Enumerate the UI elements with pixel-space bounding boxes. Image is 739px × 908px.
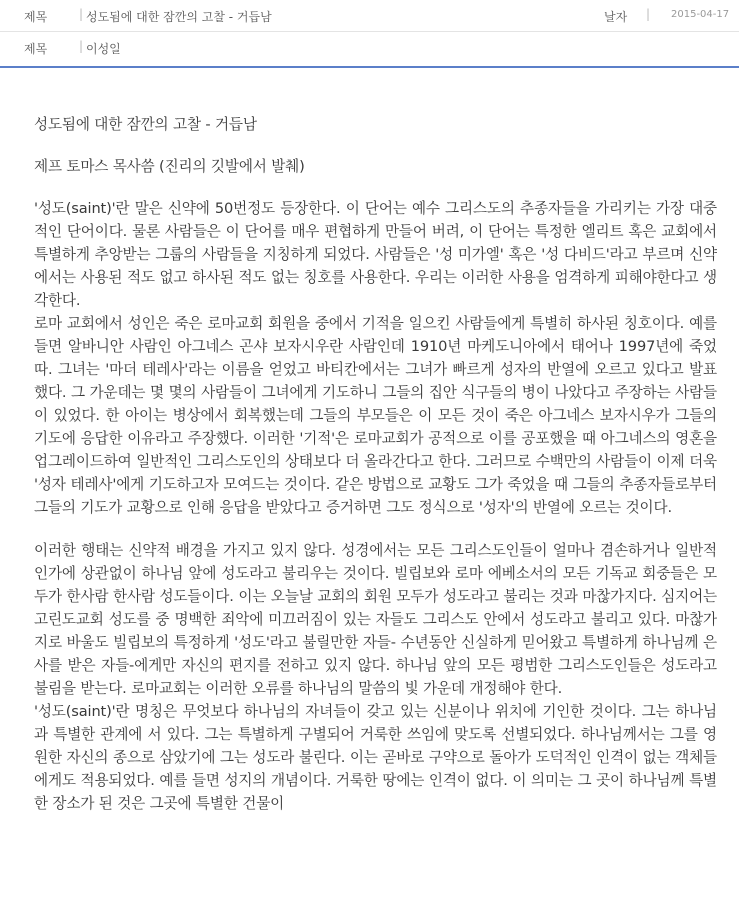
article-paragraph: 이러한 행태는 신약적 배경을 가지고 있지 않다. 성경에서는 모든 그리스도인들이 얼마나 겸손하거나 일반적인가에 상관없이 하나님 앞에 성도라고 불리우는 것이다. 빌립보와 로마 에베소서의 모든 기독교 회중들은 모두가 한사람 한사람 성도들이다. 이는 오늘날 교회의 회원 모두가 성도라고 불리는 것과 마찮가지다. 심지어는 고린도교회 성도를 중 명백한 죄악에 미끄러짐이 있는 자들도 그리스도 안에서 성도라고 불리고 있다. 마찮가지로 바울도 빌립보의 특정하게 '성도'라고 불릴만한 자들- 수년동안 신실하게 믿어왔고 특별하게 하나님께 은사를 받은 자들-에게만 자신의 편지를 전하고 있지 않다. 하나님 앞의 모든 평범한 그리스도인들은 성도라고 불림을 받는다. 로마교회는 이러한 오류를 하나님의 말씀의 빛 가운데 개정해야 한다.: [34, 542, 717, 697]
author-separator: |: [79, 39, 84, 53]
post-author: 이성일: [86, 42, 121, 56]
article-heading: 성도됨에 대한 잠깐의 고찰 - 거듭남: [34, 116, 257, 133]
article-paragraph: 로마 교회에서 성인은 죽은 로마교회 회원을 중에서 기적을 일으킨 사람들에게 특별히 하사된 칭호이다. 예를 들면 알바니안 사람인 아그네스 곤샤 보자시우란 사람인데 1910년 마케도니아에서 태어나 1997년에 죽었따. 그녀는 '마더 테레사'라는 이름을 얻었고 바티칸에서는 그녀가 빠르게 성자의 반열에 오르고 있다고 발표했다. 그 가운데는 몇 몇의 사람들이 그녀에게 기도하니 그들의 집안 식구들의 병이 나았다고 주장하는 사람들이 있었다. 한 아이는 병상에서 회복했는데 그들의 부모들은 이 모든 것이 죽은 아그네스 보자시우가 그들의 기도에 응답한 이유라고 주장했다. 이러한 '기적'은 로마교회가 공적으로 이를 공포했을 때 아그네스의 영혼을 업그레이드하여 일반적인 그리스도인의 상태보다 더 올라간다고 한다. 그러므로 수백만의 사람들이 이제 더욱 '성자 테레사'에게 기도하고자 모여드는 것이다. 같은 방법으로 교황도 그가 죽었을 때 그들의 추종자들로부터 그들의 기도가 교황으로 인해 응답을 받았다고 증거하면 그도 정식으로 '성자'의 반열에 오르는 것이다.: [34, 315, 717, 516]
date-label: 날자: [604, 10, 628, 24]
title-label: 제목: [24, 10, 48, 24]
author-label: 제목: [24, 42, 48, 56]
post-title: 성도됨에 대한 잠깐의 고찰 - 거듭남: [86, 10, 272, 24]
post-date: 2015-04-17: [671, 9, 730, 20]
meta-author-row: [0, 32, 739, 68]
date-separator: |: [646, 7, 651, 21]
post-meta: [0, 0, 739, 68]
meta-title-row: [0, 0, 739, 32]
title-separator: |: [79, 7, 84, 21]
article-paragraph: '성도(saint)'란 말은 신약에 50번정도 등장한다. 이 단어는 예수 그리스도의 추종자들을 가리키는 가장 대중적인 단어이다. 물론 사람들은 이 단어를 매우 편협하게 만들어 버려, 이 단어는 특정한 엘리트 혹은 교회에서 특별하게 추앙받는 그룹의 사람들을 지칭하게 되었다. 사람들은 '성 미가엘' 혹은 '성 다비드'라고 부르며 신약에서는 사용된 적도 없고 하사된 적도 없는 칭호를 사용한다. 우리는 이러한 사용을 엄격하게 피해야한다고 생각한다.: [34, 200, 717, 309]
article-paragraph: '성도(saint)'란 명칭은 무엇보다 하나님의 자녀들이 갖고 있는 신분이나 위치에 기인한 것이다. 그는 하나님과 특별한 관계에 서 있다. 그는 특별하게 구별되어 거룩한 쓰임에 맞도록 선별되었다. 하나님께서는 그를 영원한 자신의 종으로 삼았기에 그는 성도라 불린다. 이는 곧바로 구약으로 돌아가 도덕적인 인격이 없는 객체들에게도 적용되었다. 예를 들면 성지의 개념이다. 거룩한 땅에는 인격이 없다. 이 의미는 그 곳이 하나님께 특별한 장소가 된 것은 그곳에 특별한 건물이: [34, 703, 717, 812]
article-subheading: 제프 토마스 목사씀 (진리의 깃발에서 발췌): [34, 158, 305, 175]
article-body: [0, 113, 739, 815]
